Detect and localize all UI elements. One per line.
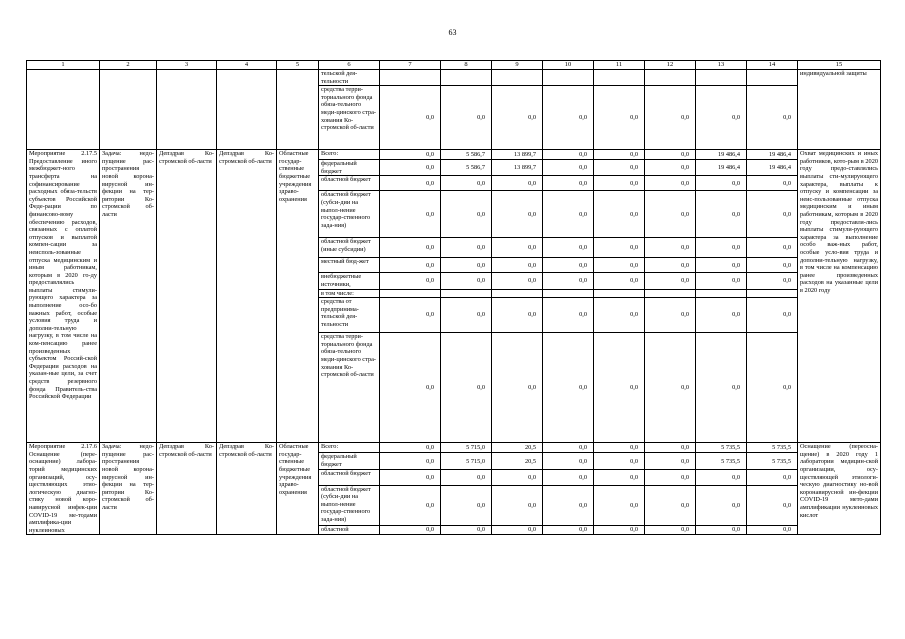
value-cell <box>747 289 798 298</box>
value-cell: 0,0 <box>543 160 594 176</box>
column-number-row <box>27 61 881 70</box>
recipient-cell: Областные государ-ственные бюджетные учреждения здраво-охранения <box>277 150 319 443</box>
value-cell: 0,0 <box>645 258 696 273</box>
value-cell: 0,0 <box>380 191 441 238</box>
value-cell: 0,0 <box>492 485 543 525</box>
measure-cell: Мероприятие 2.17.5 Предоставление иного межбюджет-ного трансферта на софинансирование расходных обяза-тельств субъектов Российской Феде-рации по финансово-вому обеспечению расходов, связанных с оплатой отпусков и выплатой компен-сации за неисполь-зованные отпуска медицинским и иным работникам, которым в 2020 го-ду предоставлялись выплаты стимули-рующего характера за выполнение осо-бо важных работ, особые условия труда и дополни-тельную нагрузку, в том числе на ком-пенсацию ранее произведенных субъектом Россий-ской Федерации расходов на указан-ные цели, за счет средств резервного фонда Правитель-ства Российской Федерации <box>27 150 100 443</box>
value-cell: 0,0 <box>747 238 798 258</box>
value-cell: 0,0 <box>441 298 492 333</box>
value-cell <box>594 289 645 298</box>
value-cell: 0,0 <box>492 176 543 191</box>
value-cell: 5 586,7 <box>441 160 492 176</box>
value-cell: 0,0 <box>594 443 645 453</box>
value-cell <box>492 70 543 86</box>
empty-cell <box>27 70 100 150</box>
value-cell: 0,0 <box>696 333 747 443</box>
value-cell: 0,0 <box>441 470 492 485</box>
value-cell: 0,0 <box>543 443 594 453</box>
empty-cell <box>100 70 157 150</box>
value-cell <box>492 289 543 298</box>
column-number-cell: 3 <box>157 61 217 70</box>
value-cell: 5 735,5 <box>747 443 798 453</box>
value-cell: 0,0 <box>441 191 492 238</box>
value-cell: 0,0 <box>594 453 645 470</box>
value-cell: 0,0 <box>380 176 441 191</box>
value-cell: 0,0 <box>696 238 747 258</box>
column-number-cell: 11 <box>594 61 645 70</box>
value-cell: 0,0 <box>594 160 645 176</box>
column-number-cell: 4 <box>217 61 277 70</box>
value-cell: 0,0 <box>747 176 798 191</box>
value-cell: 0,0 <box>543 525 594 534</box>
source-label-cell: внебюджетные источники, <box>319 273 380 289</box>
value-cell: 0,0 <box>441 485 492 525</box>
source-label-cell: средства терри-ториального фонда обяза-тельного меди-цинского стра-хования Ко-стромской об-ласти <box>319 333 380 443</box>
page-number: 63 <box>448 28 457 37</box>
column-number-cell: 14 <box>747 61 798 70</box>
value-cell: 0,0 <box>696 485 747 525</box>
value-cell: 0,0 <box>696 273 747 289</box>
value-cell: 0,0 <box>594 470 645 485</box>
coexecutor-cell: Депздрав Ко-стромской об-ласти <box>217 443 277 535</box>
value-cell: 0,0 <box>492 238 543 258</box>
empty-cell <box>157 70 217 150</box>
source-label-cell: областной бюджет <box>319 176 380 191</box>
value-cell <box>645 289 696 298</box>
value-cell: 0,0 <box>645 470 696 485</box>
value-cell: 0,0 <box>645 525 696 534</box>
value-cell: 0,0 <box>645 273 696 289</box>
column-number-cell: 1 <box>27 61 100 70</box>
table-row <box>27 70 881 86</box>
source-label-cell: средства терри-ториального фонда обяза-тельного меди-цинского стра-хования Ко-стромской об-ласти <box>319 86 380 150</box>
value-cell: 0,0 <box>380 298 441 333</box>
value-cell: 0,0 <box>492 298 543 333</box>
result-cell: Охват медицинских и иных работников, кото-рым в 2020 году предо-ставлялись выплаты сти-мулирующего характера, выплаты к отпуску и компенсации за неис-пользованные отпуска медицинским и иным работникам, которым в 2020 году предоставля-лись выплаты стимули-рующего характера за выполнение особо важ-ных работ, особые усло-вия труда и дополни-тельную нагрузку, в том числе на компенсацию ранее произведенных расходов на указанные цели в 2020 году <box>798 150 881 443</box>
value-cell: 0,0 <box>645 443 696 453</box>
value-cell: 0,0 <box>380 333 441 443</box>
value-cell: 0,0 <box>380 86 441 150</box>
source-label-cell: тельской дея-тельности <box>319 70 380 86</box>
column-number-cell: 15 <box>798 61 881 70</box>
value-cell: 0,0 <box>696 298 747 333</box>
recipient-cell: Областные государ-ственные бюджетные учреждения здраво-охранения <box>277 443 319 535</box>
value-cell: 0,0 <box>543 176 594 191</box>
value-cell: 0,0 <box>747 470 798 485</box>
value-cell: 0,0 <box>380 160 441 176</box>
value-cell: 13 899,7 <box>492 150 543 160</box>
source-label-cell: в том числе: <box>319 289 380 298</box>
source-label-cell: Всего: <box>319 443 380 453</box>
value-cell <box>543 70 594 86</box>
value-cell: 0,0 <box>380 150 441 160</box>
value-cell: 0,0 <box>492 470 543 485</box>
value-cell: 0,0 <box>645 453 696 470</box>
value-cell <box>380 289 441 298</box>
value-cell: 0,0 <box>594 86 645 150</box>
source-label-cell: федеральный бюджет <box>319 453 380 470</box>
value-cell: 19 486,4 <box>747 150 798 160</box>
value-cell: 19 486,4 <box>747 160 798 176</box>
value-cell: 0,0 <box>594 191 645 238</box>
value-cell: 0,0 <box>543 86 594 150</box>
program-table <box>26 60 881 535</box>
value-cell: 5 735,5 <box>747 453 798 470</box>
value-cell: 0,0 <box>543 238 594 258</box>
column-number-cell: 8 <box>441 61 492 70</box>
value-cell: 0,0 <box>543 258 594 273</box>
value-cell: 0,0 <box>543 298 594 333</box>
value-cell: 0,0 <box>747 298 798 333</box>
value-cell: 0,0 <box>492 86 543 150</box>
value-cell <box>747 70 798 86</box>
source-label-cell: областной бюджет (субси-дии на выпол-нение государ-ственного зада-ния) <box>319 485 380 525</box>
value-cell: 0,0 <box>696 191 747 238</box>
column-number-cell: 10 <box>543 61 594 70</box>
value-cell: 0,0 <box>645 238 696 258</box>
value-cell: 0,0 <box>696 525 747 534</box>
value-cell: 5 735,5 <box>696 453 747 470</box>
value-cell: 0,0 <box>645 86 696 150</box>
value-cell: 0,0 <box>441 238 492 258</box>
value-cell: 13 899,7 <box>492 160 543 176</box>
result-cell: индивидуальной защиты <box>798 70 881 150</box>
value-cell: 0,0 <box>594 150 645 160</box>
value-cell <box>441 289 492 298</box>
value-cell <box>645 70 696 86</box>
value-cell: 0,0 <box>645 298 696 333</box>
value-cell: 0,0 <box>645 160 696 176</box>
value-cell: 0,0 <box>492 525 543 534</box>
value-cell: 0,0 <box>543 470 594 485</box>
value-cell: 0,0 <box>441 273 492 289</box>
source-label-cell: областной бюджет (иные субсидии) <box>319 238 380 258</box>
value-cell: 19 486,4 <box>696 150 747 160</box>
value-cell: 0,0 <box>441 176 492 191</box>
value-cell: 5 715,0 <box>441 443 492 453</box>
column-number-cell: 6 <box>319 61 380 70</box>
column-number-cell: 5 <box>277 61 319 70</box>
value-cell: 0,0 <box>747 525 798 534</box>
value-cell: 0,0 <box>747 273 798 289</box>
value-cell: 0,0 <box>747 191 798 238</box>
value-cell: 0,0 <box>380 485 441 525</box>
value-cell: 0,0 <box>380 453 441 470</box>
value-cell: 0,0 <box>594 238 645 258</box>
empty-cell <box>217 70 277 150</box>
table-row <box>27 443 881 453</box>
value-cell: 0,0 <box>492 273 543 289</box>
value-cell: 0,0 <box>747 86 798 150</box>
value-cell <box>441 70 492 86</box>
value-cell <box>696 289 747 298</box>
value-cell: 20,5 <box>492 443 543 453</box>
executor-cell: Депздрав Ко-стромской об-ласти <box>157 443 217 535</box>
value-cell: 0,0 <box>696 258 747 273</box>
value-cell: 0,0 <box>594 273 645 289</box>
column-number-cell: 13 <box>696 61 747 70</box>
value-cell: 0,0 <box>645 485 696 525</box>
column-number-cell: 12 <box>645 61 696 70</box>
result-cell: Оснащение (переосна-щение) в 2020 году 1 лаборатории медицин-ской организации, осу-ществляющей этиологи-ческую диагностику но-вой коронавирусной ин-фекции COVID-19 мето-дами амплификации нуклеиновых кислот <box>798 443 881 535</box>
source-label-cell: средства от предпринима-тельской дея-тельности <box>319 298 380 333</box>
value-cell: 19 486,4 <box>696 160 747 176</box>
value-cell: 0,0 <box>492 333 543 443</box>
column-number-cell: 7 <box>380 61 441 70</box>
source-label-cell: местный бюд-жет <box>319 258 380 273</box>
empty-cell <box>277 70 319 150</box>
value-cell <box>543 289 594 298</box>
value-cell: 0,0 <box>380 470 441 485</box>
value-cell: 0,0 <box>441 86 492 150</box>
source-label-cell: областной <box>319 525 380 534</box>
value-cell: 0,0 <box>594 258 645 273</box>
value-cell: 0,0 <box>441 525 492 534</box>
source-label-cell: областной бюджет (субси-дии на выпол-нение государ-ственного зада-ния) <box>319 191 380 238</box>
value-cell: 0,0 <box>747 333 798 443</box>
value-cell: 0,0 <box>594 298 645 333</box>
value-cell: 0,0 <box>380 443 441 453</box>
value-cell: 0,0 <box>492 258 543 273</box>
value-cell <box>380 70 441 86</box>
value-cell: 0,0 <box>543 333 594 443</box>
value-cell: 0,0 <box>441 333 492 443</box>
value-cell: 0,0 <box>380 273 441 289</box>
value-cell: 0,0 <box>645 333 696 443</box>
value-cell: 0,0 <box>380 238 441 258</box>
value-cell: 0,0 <box>645 191 696 238</box>
column-number-cell: 9 <box>492 61 543 70</box>
value-cell: 0,0 <box>594 176 645 191</box>
table-row <box>27 150 881 160</box>
value-cell: 0,0 <box>594 525 645 534</box>
coexecutor-cell: Депздрав Ко-стромской об-ласти <box>217 150 277 443</box>
value-cell: 0,0 <box>492 191 543 238</box>
value-cell: 0,0 <box>645 150 696 160</box>
task-cell: Задача: недо-пущение рас-пространения новой корона-вирусной ин-фекции на тер-ритории Ко-стромской об-ласти <box>100 443 157 535</box>
value-cell: 5 715,0 <box>441 453 492 470</box>
value-cell: 0,0 <box>594 333 645 443</box>
value-cell: 0,0 <box>696 176 747 191</box>
value-cell: 0,0 <box>594 485 645 525</box>
source-label-cell: федеральный бюджет <box>319 160 380 176</box>
source-label-cell: областной бюджет <box>319 470 380 485</box>
column-number-cell: 2 <box>100 61 157 70</box>
task-cell: Задача: недо-пущение рас-пространения новой корона-вирусной ин-фекции на тер-ритории Ко-стромской об-ласти <box>100 150 157 443</box>
value-cell: 5 735,5 <box>696 443 747 453</box>
value-cell: 0,0 <box>543 453 594 470</box>
value-cell: 0,0 <box>543 191 594 238</box>
measure-cell: Мероприятие 2.17.6 Оснащение (пере-оснащение) лабора-торий медицинских организаций, осу-ществляющих этио-логическую диагно-стику новой коро-навирусной инфек-ции COVID-19 ме-тодами амплифика-ции нуклеиновых <box>27 443 100 535</box>
value-cell: 0,0 <box>696 470 747 485</box>
value-cell: 0,0 <box>645 176 696 191</box>
value-cell: 0,0 <box>696 86 747 150</box>
value-cell: 0,0 <box>380 525 441 534</box>
value-cell <box>594 70 645 86</box>
value-cell <box>696 70 747 86</box>
value-cell: 0,0 <box>747 258 798 273</box>
value-cell: 0,0 <box>441 258 492 273</box>
value-cell: 0,0 <box>543 150 594 160</box>
value-cell: 20,5 <box>492 453 543 470</box>
executor-cell: Депздрав Ко-стромской об-ласти <box>157 150 217 443</box>
value-cell: 0,0 <box>543 485 594 525</box>
source-label-cell: Всего: <box>319 150 380 160</box>
value-cell: 5 586,7 <box>441 150 492 160</box>
value-cell: 0,0 <box>380 258 441 273</box>
value-cell: 0,0 <box>747 485 798 525</box>
value-cell: 0,0 <box>543 273 594 289</box>
